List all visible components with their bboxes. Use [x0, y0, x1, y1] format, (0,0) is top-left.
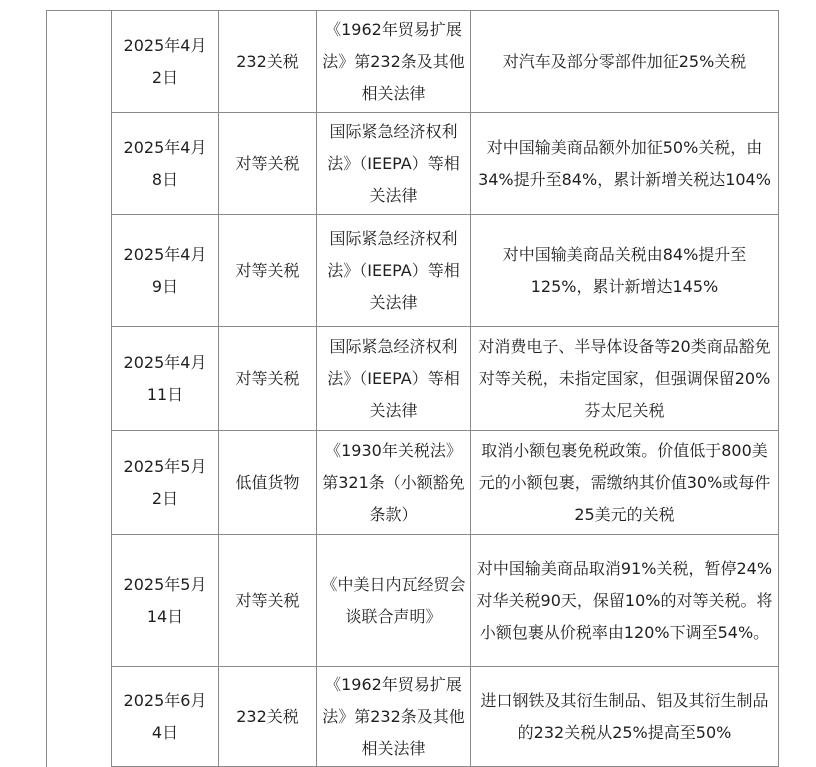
- law-cell: 国际紧急经济权利法》（IEEPA）等相关法律: [317, 113, 471, 215]
- description-cell: 进口钢铁及其衍生制品、铝及其衍生制品的232关税从25%提高至50%: [471, 667, 779, 767]
- description-cell: 取消小额包裹免税政策。价值低于800美元的小额包裹，需缴纳其价值30%或每件25美元的关税: [471, 431, 779, 535]
- blank-column-cell: [47, 11, 112, 767]
- table-row: [47, 431, 779, 535]
- type-cell: 232关税: [219, 667, 317, 767]
- date-cell: 2025年4月2日: [112, 11, 219, 113]
- date-cell: 2025年4月8日: [112, 113, 219, 215]
- date-cell: 2025年6月4日: [112, 667, 219, 767]
- type-cell: 对等关税: [219, 327, 317, 431]
- type-cell: 对等关税: [219, 215, 317, 327]
- description-cell: 对中国输美商品额外加征50%关税，由34%提升至84%，累计新增关税达104%: [471, 113, 779, 215]
- date-cell: 2025年4月11日: [112, 327, 219, 431]
- type-cell: 对等关税: [219, 113, 317, 215]
- law-cell: 《中美日内瓦经贸会谈联合声明》: [317, 535, 471, 667]
- law-cell: 《1962年贸易扩展法》第232条及其他相关法律: [317, 11, 471, 113]
- law-cell: 《1962年贸易扩展法》第232条及其他相关法律: [317, 667, 471, 767]
- table-row: [47, 535, 779, 667]
- type-cell: 232关税: [219, 11, 317, 113]
- table-row: [47, 113, 779, 215]
- type-cell: 对等关税: [219, 535, 317, 667]
- table-row: [47, 11, 779, 113]
- law-cell: 国际紧急经济权利法》（IEEPA）等相关法律: [317, 327, 471, 431]
- tariff-table: [46, 10, 779, 767]
- law-cell: 国际紧急经济权利法》（IEEPA）等相关法律: [317, 215, 471, 327]
- table-row: [47, 215, 779, 327]
- law-cell: 《1930年关税法》第321条（小额豁免条款）: [317, 431, 471, 535]
- date-cell: 2025年4月9日: [112, 215, 219, 327]
- table-row: [47, 327, 779, 431]
- date-cell: 2025年5月14日: [112, 535, 219, 667]
- description-cell: 对消费电子、半导体设备等20类商品豁免对等关税，未指定国家，但强调保留20%芬太尼关税: [471, 327, 779, 431]
- description-cell: 对汽车及部分零部件加征25%关税: [471, 11, 779, 113]
- description-cell: 对中国输美商品关税由84%提升至125%，累计新增达145%: [471, 215, 779, 327]
- description-cell: 对中国输美商品取消91%关税，暂停24%对华关税90天，保留10%的对等关税。将小额包裹从价税率由120%下调至54%。: [471, 535, 779, 667]
- date-cell: 2025年5月2日: [112, 431, 219, 535]
- type-cell: 低值货物: [219, 431, 317, 535]
